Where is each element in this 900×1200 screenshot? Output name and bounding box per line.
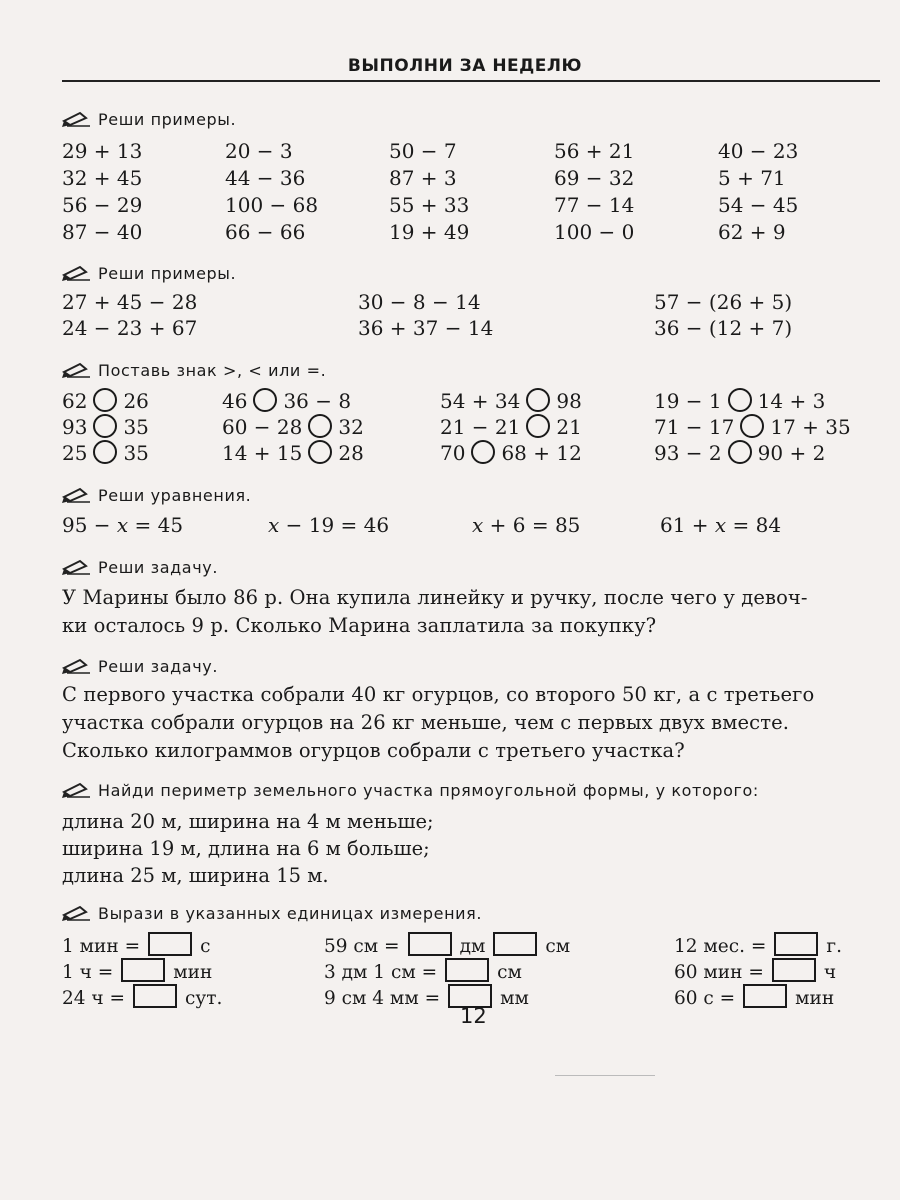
right-side: 14 + 3 bbox=[757, 389, 826, 413]
right-side: 28 bbox=[338, 441, 364, 465]
expression: 5 + 71 bbox=[718, 166, 786, 190]
task1-heading bbox=[62, 108, 236, 130]
expression: 87 + 3 bbox=[389, 166, 457, 190]
variable: x bbox=[116, 513, 129, 537]
pencil-icon bbox=[62, 904, 92, 922]
equation-part: 95 − bbox=[62, 513, 117, 537]
equation bbox=[472, 512, 580, 538]
task3-heading bbox=[62, 359, 326, 381]
compare-circle[interactable] bbox=[308, 440, 332, 464]
left-side: 54 + 34 bbox=[440, 389, 521, 413]
expression: 100 − 0 bbox=[554, 220, 635, 244]
expression: 69 − 32 bbox=[554, 166, 635, 190]
expression: 19 + 49 bbox=[389, 220, 470, 244]
expression: 62 + 9 bbox=[718, 220, 786, 244]
expression: 24 − 23 + 67 bbox=[62, 316, 198, 340]
left-side: 14 + 15 bbox=[222, 441, 303, 465]
task8-heading bbox=[62, 902, 482, 924]
answer-box[interactable] bbox=[148, 932, 192, 956]
answer-box[interactable] bbox=[743, 984, 787, 1008]
expression: 36 − (12 + 7) bbox=[654, 316, 793, 340]
expression: 27 + 45 − 28 bbox=[62, 290, 198, 314]
answer-box[interactable] bbox=[774, 932, 818, 956]
task6-problem bbox=[62, 681, 882, 765]
compare-circle[interactable] bbox=[728, 388, 752, 412]
page-number: 12 bbox=[460, 1004, 487, 1028]
left-side: 25 bbox=[62, 441, 88, 465]
unit-label: мм bbox=[500, 988, 529, 1009]
compare-circle[interactable] bbox=[93, 388, 117, 412]
left-side: 70 bbox=[440, 441, 466, 465]
unit-expression: 1 мин = bbox=[62, 936, 141, 957]
problem-line: С первого участка собрали 40 кг огурцов, со второго 50 кг, а с третьего bbox=[62, 683, 815, 706]
right-side: 35 bbox=[123, 441, 149, 465]
left-side: 46 bbox=[222, 389, 248, 413]
page-header-title: ВЫПОЛНИ ЗА НЕДЕЛЮ bbox=[347, 56, 582, 76]
equation bbox=[62, 512, 183, 538]
compare-circle[interactable] bbox=[471, 440, 495, 464]
compare-circle[interactable] bbox=[526, 414, 550, 438]
task2-heading bbox=[62, 262, 236, 284]
pencil-icon bbox=[62, 110, 92, 128]
compare-circle[interactable] bbox=[526, 388, 550, 412]
unit-expression: 1 ч = bbox=[62, 962, 114, 983]
condition-line: длина 25 м, ширина 15 м. bbox=[62, 864, 329, 887]
header-rule bbox=[62, 80, 880, 82]
problem-line: ки осталось 9 р. Сколько Марина заплатила за покупку? bbox=[62, 614, 657, 637]
right-side: 36 − 8 bbox=[283, 389, 352, 413]
pencil-icon bbox=[62, 264, 92, 282]
task3-heading-text: Поставь знак >, < или =. bbox=[98, 360, 327, 380]
task6-heading bbox=[62, 655, 218, 677]
equation-part: + 6 = 85 bbox=[483, 513, 581, 537]
left-side: 71 − 17 bbox=[654, 415, 735, 439]
compare-circle[interactable] bbox=[308, 414, 332, 438]
answer-box[interactable] bbox=[772, 958, 816, 982]
expression: 55 + 33 bbox=[389, 193, 470, 217]
equation bbox=[268, 512, 389, 538]
right-side: 26 bbox=[123, 389, 149, 413]
task7-conditions bbox=[62, 808, 434, 889]
unit-expression: 3 дм 1 см = bbox=[324, 962, 438, 983]
unit-expression: 60 с = bbox=[674, 988, 736, 1009]
equation-part: = 84 bbox=[726, 513, 782, 537]
unit-expression: 59 см = bbox=[324, 936, 400, 957]
problem-line: участка собрали огурцов на 26 кг меньше, чем с первых двух вместе. bbox=[62, 711, 790, 734]
unit-label: ч bbox=[823, 962, 837, 983]
equation-part: − 19 = 46 bbox=[279, 513, 390, 537]
expression: 57 − (26 + 5) bbox=[654, 290, 793, 314]
pencil-icon bbox=[62, 558, 92, 576]
right-side: 21 bbox=[556, 415, 582, 439]
right-side: 90 + 2 bbox=[757, 441, 826, 465]
right-side: 17 + 35 bbox=[770, 415, 851, 439]
compare-circle[interactable] bbox=[93, 414, 117, 438]
expression: 44 − 36 bbox=[225, 166, 306, 190]
right-side: 68 + 12 bbox=[501, 441, 582, 465]
unit-label: см bbox=[545, 936, 571, 957]
task4-heading bbox=[62, 484, 251, 506]
task7-heading-text: Найди периметр земельного участка прямоугольной формы, у которого: bbox=[98, 780, 759, 800]
left-side: 62 bbox=[62, 389, 88, 413]
compare-circle[interactable] bbox=[253, 388, 277, 412]
condition-line: длина 20 м, ширина на 4 м меньше; bbox=[62, 810, 434, 833]
expression: 40 − 23 bbox=[718, 139, 799, 163]
expression: 32 + 45 bbox=[62, 166, 143, 190]
expression: 30 − 8 − 14 bbox=[358, 290, 481, 314]
right-side: 98 bbox=[556, 389, 582, 413]
answer-box[interactable] bbox=[445, 958, 489, 982]
expression: 20 − 3 bbox=[225, 139, 293, 163]
pencil-icon bbox=[62, 657, 92, 675]
unit-expression: 9 см 4 мм = bbox=[324, 988, 441, 1009]
unit-label: мин bbox=[173, 962, 213, 983]
expression: 56 + 21 bbox=[554, 139, 635, 163]
pencil-icon bbox=[62, 781, 92, 799]
problem-line: У Марины было 86 р. Она купила линейку и ручку, после чего у девоч- bbox=[62, 586, 808, 609]
unit-label: сут. bbox=[185, 988, 223, 1009]
variable: x bbox=[268, 513, 280, 537]
expression: 100 − 68 bbox=[225, 193, 319, 217]
task5-heading-text: Реши задачу. bbox=[98, 557, 219, 577]
left-side: 19 − 1 bbox=[654, 389, 722, 413]
left-side: 21 − 21 bbox=[440, 415, 521, 439]
expression: 36 + 37 − 14 bbox=[358, 316, 494, 340]
problem-line: Сколько килограммов огурцов собрали с третьего участка? bbox=[62, 739, 685, 762]
pencil-icon bbox=[62, 486, 92, 504]
expression: 87 − 40 bbox=[62, 220, 143, 244]
compare-circle[interactable] bbox=[740, 414, 764, 438]
expression: 29 + 13 bbox=[62, 139, 143, 163]
unit-label: с bbox=[200, 936, 211, 957]
compare-circle[interactable] bbox=[728, 440, 752, 464]
unit-label: см bbox=[497, 962, 522, 983]
left-side: 93 bbox=[62, 415, 88, 439]
unit-expression: 60 мин = bbox=[674, 962, 764, 983]
expression: 50 − 7 bbox=[389, 139, 457, 163]
right-side: 32 bbox=[338, 415, 364, 439]
answer-box[interactable] bbox=[121, 958, 165, 982]
left-side: 60 − 28 bbox=[222, 415, 303, 439]
task2-heading-text: Реши примеры. bbox=[98, 263, 237, 283]
task7-heading bbox=[62, 779, 759, 801]
compare-circle[interactable] bbox=[93, 440, 117, 464]
answer-box[interactable] bbox=[408, 932, 452, 956]
smudge-line bbox=[555, 1075, 655, 1076]
expression: 54 − 45 bbox=[718, 193, 799, 217]
unit-expression: 12 мес. = bbox=[674, 936, 767, 957]
task5-heading bbox=[62, 556, 218, 578]
task5-problem bbox=[62, 584, 882, 640]
variable: x bbox=[472, 513, 484, 537]
answer-box[interactable] bbox=[493, 932, 537, 956]
answer-box[interactable] bbox=[133, 984, 177, 1008]
unit-label: дм bbox=[459, 936, 486, 957]
variable: x bbox=[714, 513, 727, 537]
expression: 56 − 29 bbox=[62, 193, 143, 217]
equation-part: = 45 bbox=[128, 513, 184, 537]
left-side: 93 − 2 bbox=[654, 441, 722, 465]
task8-heading-text: Вырази в указанных единицах измерения. bbox=[98, 903, 483, 923]
pencil-icon bbox=[62, 361, 92, 379]
unit-label: г. bbox=[826, 936, 842, 957]
unit-label: мин bbox=[795, 988, 835, 1009]
expression: 77 − 14 bbox=[554, 193, 635, 217]
task4-heading-text: Реши уравнения. bbox=[98, 485, 252, 505]
task6-heading-text: Реши задачу. bbox=[98, 656, 219, 676]
task1-heading-text: Реши примеры. bbox=[98, 109, 237, 129]
expression: 66 − 66 bbox=[225, 220, 306, 244]
equation bbox=[660, 512, 781, 538]
condition-line: ширина 19 м, длина на 6 м больше; bbox=[62, 837, 430, 860]
right-side: 35 bbox=[123, 415, 149, 439]
equation-part: 61 + bbox=[660, 513, 715, 537]
unit-expression: 24 ч = bbox=[62, 988, 126, 1009]
